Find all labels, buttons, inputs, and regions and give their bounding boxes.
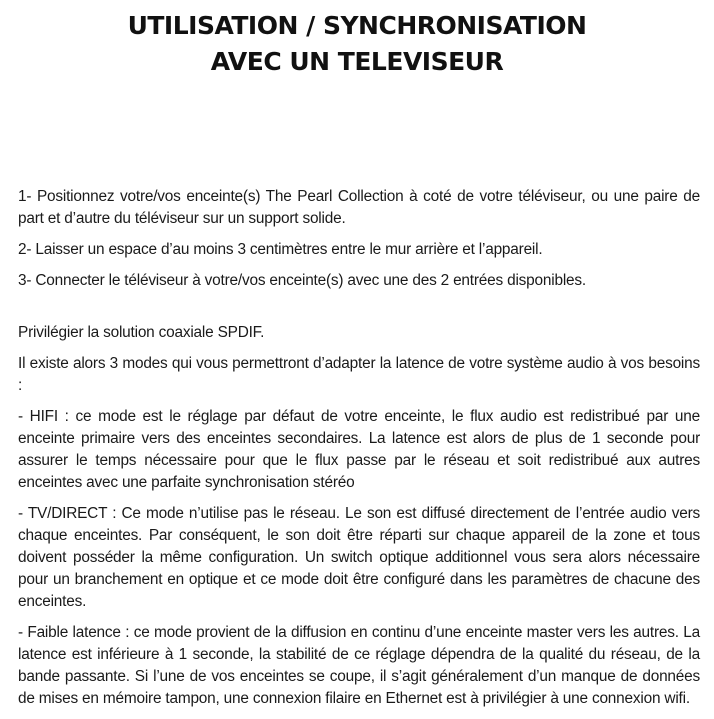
latency-modes-section: [18, 322, 700, 719]
mode-low-latency: - Faible latence : ce mode provient de la diffusion en continu d’une enceinte master vers les autres. La latence est inférieure à 1 seconde, la stabilité de ce réglage dépendra de la qualité du réseau, de la bande passante. Si l’une de vos enceintes se coupe, il s’agit généralement d’un manque de données de mises en mémoire tampon, une connexion filaire en Ethernet est à privilégier à une connexion wifi.: [18, 624, 700, 707]
mode-hifi: - HIFI : ce mode est le réglage par défaut de votre enceinte, le flux audio est redistribué par une enceinte primaire vers des enceintes secondaires. La latence est alors de plus de 1 seconde pour assurer le temps nécessaire pour que le flux passe par le réseau et soit redistribué aux autres enceintes avec une parfaite synchronisation stéréo: [18, 408, 700, 491]
modes-intro: Il existe alors 3 modes qui vous permettront d’adapter la latence de votre système audio à vos besoins :: [18, 355, 700, 394]
mode-tv-direct: - TV/DIRECT : Ce mode n’utilise pas le réseau. Le son est diffusé directement de l’entrée audio vers chaque enceintes. Par conséquent, le son doit être réparti sur chaque appareil de la zone et tous doivent posséder la même configuration. Un switch optique additionnel vous sera alors nécessaire pour un branchement en optique et ce mode doit être configuré dans les paramètres de chacune des enceintes.: [18, 505, 700, 610]
step-1: 1- Positionnez votre/vos enceinte(s) The Pearl Collection à coté de votre téléviseur, ou une paire de part et d’autre du téléviseur sur un support solide.: [18, 188, 700, 227]
step-2: 2- Laisser un espace d’au moins 3 centimètres entre le mur arrière et l’appareil.: [18, 241, 543, 258]
step-3: 3- Connecter le téléviseur à votre/vos enceinte(s) avec une des 2 entrées disponibles.: [18, 272, 586, 289]
title-line-1: UTILISATION / SYNCHRONISATION: [127, 11, 587, 40]
setup-steps: [18, 186, 700, 301]
recommendation-text: Privilégier la solution coaxiale SPDIF.: [18, 324, 265, 341]
title-line-2: AVEC UN TELEVISEUR: [210, 47, 504, 76]
page-title: [0, 8, 714, 80]
